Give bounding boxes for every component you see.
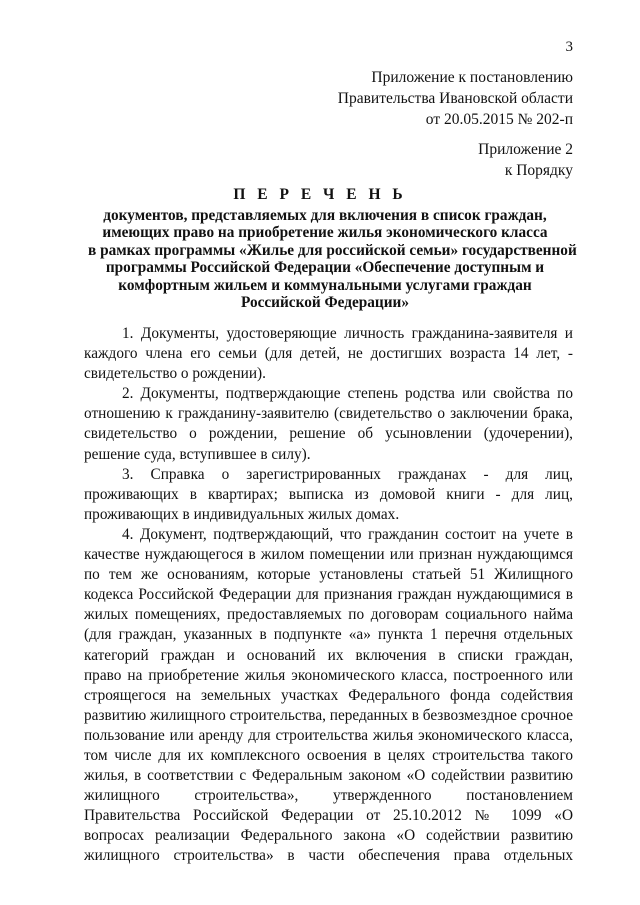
subtitle-line: программы Российской Федерации «Обеспечение доступным и bbox=[105, 259, 545, 277]
document-body bbox=[84, 324, 573, 867]
subtitle-line: документов, представляемых для включения в список граждан, bbox=[103, 207, 547, 224]
body-line: жилья, в соответствии с Федеральным законом «О содействии развитию bbox=[84, 767, 573, 785]
body-line: 3. Справка о зарегистрированных гражданах - для лиц, bbox=[122, 465, 573, 483]
subtitle-line: Российской Федерации» bbox=[240, 294, 409, 312]
body-line: решение суда, вступившее в силу). bbox=[84, 445, 311, 463]
body-line: (для граждан, указанных в подпункте «а» пункта 1 перечня отдельных bbox=[84, 626, 573, 644]
body-line: проживающих в квартирах; выписка из домовой книги - для лиц, bbox=[84, 485, 573, 503]
subtitle-line: имеющих право на приобретение жилья экономического класса bbox=[102, 224, 548, 242]
body-line: проживающих в индивидуальных жилых домах. bbox=[84, 505, 400, 523]
body-line: категорий граждан и оснований их включения в списки граждан, bbox=[84, 646, 573, 664]
body-line: 2. Документы, подтверждающие степень родства или свойства по bbox=[122, 385, 573, 403]
page-number: 3 bbox=[565, 39, 573, 55]
appendix-subheader-line: Приложение 2 bbox=[478, 141, 573, 158]
body-line: 1. Документы, удостоверяющие личность гражданина-заявителя и bbox=[122, 325, 573, 342]
body-line: Правительства Российской Федерации от 25.10.2012 № 1099 «О bbox=[84, 807, 573, 825]
appendix-header-line: от 20.05.2015 № 202-п bbox=[425, 111, 573, 128]
body-line: развитию жилищного строительства, переданных в безвозмездное срочное bbox=[84, 706, 573, 724]
body-line: вопросах реализации Федерального закона «О содействии развитию bbox=[84, 827, 573, 845]
body-line: качестве нуждающегося в жилом помещении или признан нуждающимся bbox=[84, 546, 573, 564]
document-subtitle bbox=[88, 207, 577, 312]
body-line: жилых помещениях, предоставляемых по договорам социального найма bbox=[84, 606, 573, 624]
body-line: кодекса Российской Федерации для признания граждан нуждающимися в bbox=[84, 586, 573, 604]
appendix-subheader-line: к Порядку bbox=[504, 162, 573, 179]
body-line: жилищного строительства», утвержденного постановлением bbox=[84, 787, 573, 805]
body-line: 4. Документ, подтверждающий, что гражданин состоит на учете в bbox=[122, 525, 573, 543]
appendix-header-line: Правительства Ивановской области bbox=[337, 90, 573, 107]
body-line: строящегося на земельных участках Федерального фонда содействия bbox=[84, 686, 573, 704]
body-line: право на приобретение жилья экономического класса, построенного или bbox=[84, 666, 573, 684]
body-line: том числе для их комплексного освоения в целях строительства такого bbox=[84, 746, 573, 764]
subtitle-line: в рамках программы «Жилье для российской семьи» государственной bbox=[88, 241, 577, 259]
appendix-header bbox=[338, 67, 573, 130]
body-line: жилищного строительства» в части обеспечения права отдельных bbox=[84, 847, 573, 865]
body-line: свидетельство о рождении, решение об усыновлении (удочерении), bbox=[84, 425, 573, 443]
subtitle-line: комфортным жильем и коммунальными услугами граждан bbox=[118, 276, 532, 294]
body-line: пользование или аренду для строительства жилья экономического класса, bbox=[84, 726, 573, 744]
body-line: свидетельство о рождении). bbox=[84, 365, 266, 383]
appendix-subheader bbox=[478, 139, 573, 181]
appendix-header-line: Приложение к постановлению bbox=[371, 69, 573, 86]
body-line: по тем же основаниям, которые установлены статьей 51 Жилищного bbox=[84, 566, 573, 584]
body-line: отношению к гражданину-заявителю (свидетельство о заключении брака, bbox=[84, 405, 573, 423]
document-title: П Е Р Е Ч Е Н Ь bbox=[233, 186, 407, 203]
body-line: каждого члена его семьи (для детей, не достигших возраста 14 лет, - bbox=[84, 345, 573, 363]
